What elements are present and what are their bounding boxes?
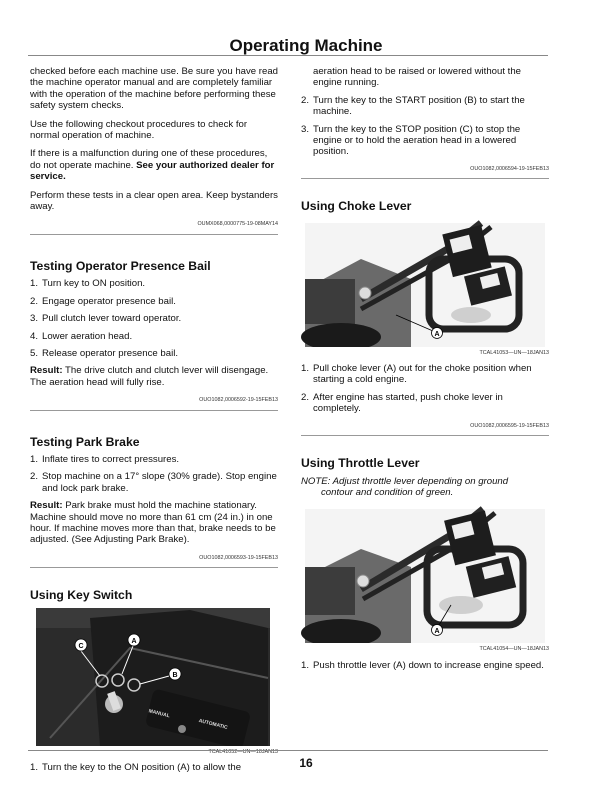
step-item: 2. Stop machine on a 17° slope (30% grade). Stop engine and lock park brake. bbox=[30, 471, 277, 494]
callout-a: A bbox=[434, 330, 440, 338]
section-heading-choke: Using Choke Lever bbox=[301, 199, 412, 214]
callout-a: A bbox=[131, 637, 137, 645]
doc-reference: OUMX068,0000775-19-08MAY14 bbox=[30, 219, 278, 234]
step-item: 2. After engine has started, push choke lever in completely. bbox=[301, 391, 503, 415]
section-heading-park-brake: Testing Park Brake bbox=[30, 434, 140, 449]
left-column bbox=[30, 66, 278, 779]
page-title: Operating Machine bbox=[229, 36, 383, 55]
step-item: 1. Inflate tires to correct pressures. bbox=[30, 453, 180, 465]
doc-reference: OUO1082,0006594-19-15FEB13 bbox=[301, 164, 549, 179]
step-item: 5. Release operator presence bail. bbox=[30, 347, 178, 359]
callout-a: A bbox=[434, 628, 440, 636]
figure-caption: TCAL41052—UN—18JAN13 bbox=[208, 748, 278, 755]
automatic-label: AUTOMATIC bbox=[198, 717, 229, 731]
note-text: NOTE: Adjust throttle lever depending on ground contour and condition of green. bbox=[301, 475, 509, 498]
doc-reference: OUO1082,0006595-19-15FEB13 bbox=[301, 421, 549, 436]
intro-paragraph: If there is a malfunction during one of these procedures, do not operate machine. See your authorized dealer for service. bbox=[30, 148, 275, 183]
doc-reference: OUO1082,0006592-19-15FEB13 bbox=[30, 395, 278, 410]
step-item: 4. Lower aeration head. bbox=[30, 330, 133, 342]
section-heading-presence-bail: Testing Operator Presence Bail bbox=[30, 258, 211, 273]
step-item: 3. Turn the key to the STOP position (C) to stop the engine or to hold the aeration head in a lowered position. bbox=[301, 123, 521, 158]
key-switch-photo bbox=[30, 608, 270, 746]
step-continuation: aeration head to be raised or lowered without the engine running. bbox=[313, 66, 521, 89]
intro-paragraph: Use the following checkout procedures to check for normal operation of machine. bbox=[30, 118, 248, 142]
section-heading-key-switch: Using Key Switch bbox=[30, 588, 133, 603]
figure-caption: TCAL41053—UN—18JAN13 bbox=[479, 349, 549, 356]
step-item: 2. Turn the key to the START position (B) to start the machine. bbox=[301, 94, 525, 118]
manual-label: MANUAL bbox=[147, 707, 171, 719]
figure-caption: TCAL41054—UN—18JAN13 bbox=[479, 646, 549, 653]
step-item: 2. Engage operator presence bail. bbox=[30, 295, 176, 307]
step-item: 1. Pull choke lever (A) out for the choke position when starting a cold engine. bbox=[301, 363, 532, 386]
callout-b: B bbox=[172, 671, 178, 679]
header-rule bbox=[28, 55, 548, 56]
page-number: 16 bbox=[299, 756, 313, 770]
section-heading-throttle: Using Throttle Lever bbox=[301, 456, 420, 471]
step-item: 3. Pull clutch lever toward operator. bbox=[30, 313, 182, 325]
throttle-lever-photo bbox=[301, 505, 545, 643]
dealer-service-text: See your authorized dealer for service. bbox=[30, 159, 275, 183]
result-text: Result: Park brake must hold the machine stationary. Machine should move no more than 61 cm (24 in.) in one hour. If machine moves more than that, brake needs to be adjusted. (See Adjusting Park Brake). bbox=[30, 500, 276, 546]
intro-paragraph: checked before each machine use. Be sure you have read the machine operator manual and are completely familiar with the operation of the machine before performing these safety system checks. bbox=[30, 66, 278, 112]
callout-c: C bbox=[78, 642, 84, 650]
result-text: Result: The drive clutch and clutch lever will disengage. The aeration head will fully rise. bbox=[30, 365, 269, 388]
doc-reference: OUO1082,0006593-19-15FEB13 bbox=[30, 553, 278, 568]
step-item: 1. Turn key to ON position. bbox=[30, 278, 146, 290]
intro-paragraph: Perform these tests in a clear open area. Keep bystanders away. bbox=[30, 189, 278, 213]
step-item: 1. Push throttle lever (A) down to increase engine speed. bbox=[301, 659, 544, 671]
choke-lever-photo bbox=[301, 219, 545, 347]
step-item: 1. Turn the key to the ON position (A) to allow the bbox=[30, 762, 242, 773]
right-column bbox=[301, 66, 549, 677]
footer-rule bbox=[28, 750, 548, 751]
